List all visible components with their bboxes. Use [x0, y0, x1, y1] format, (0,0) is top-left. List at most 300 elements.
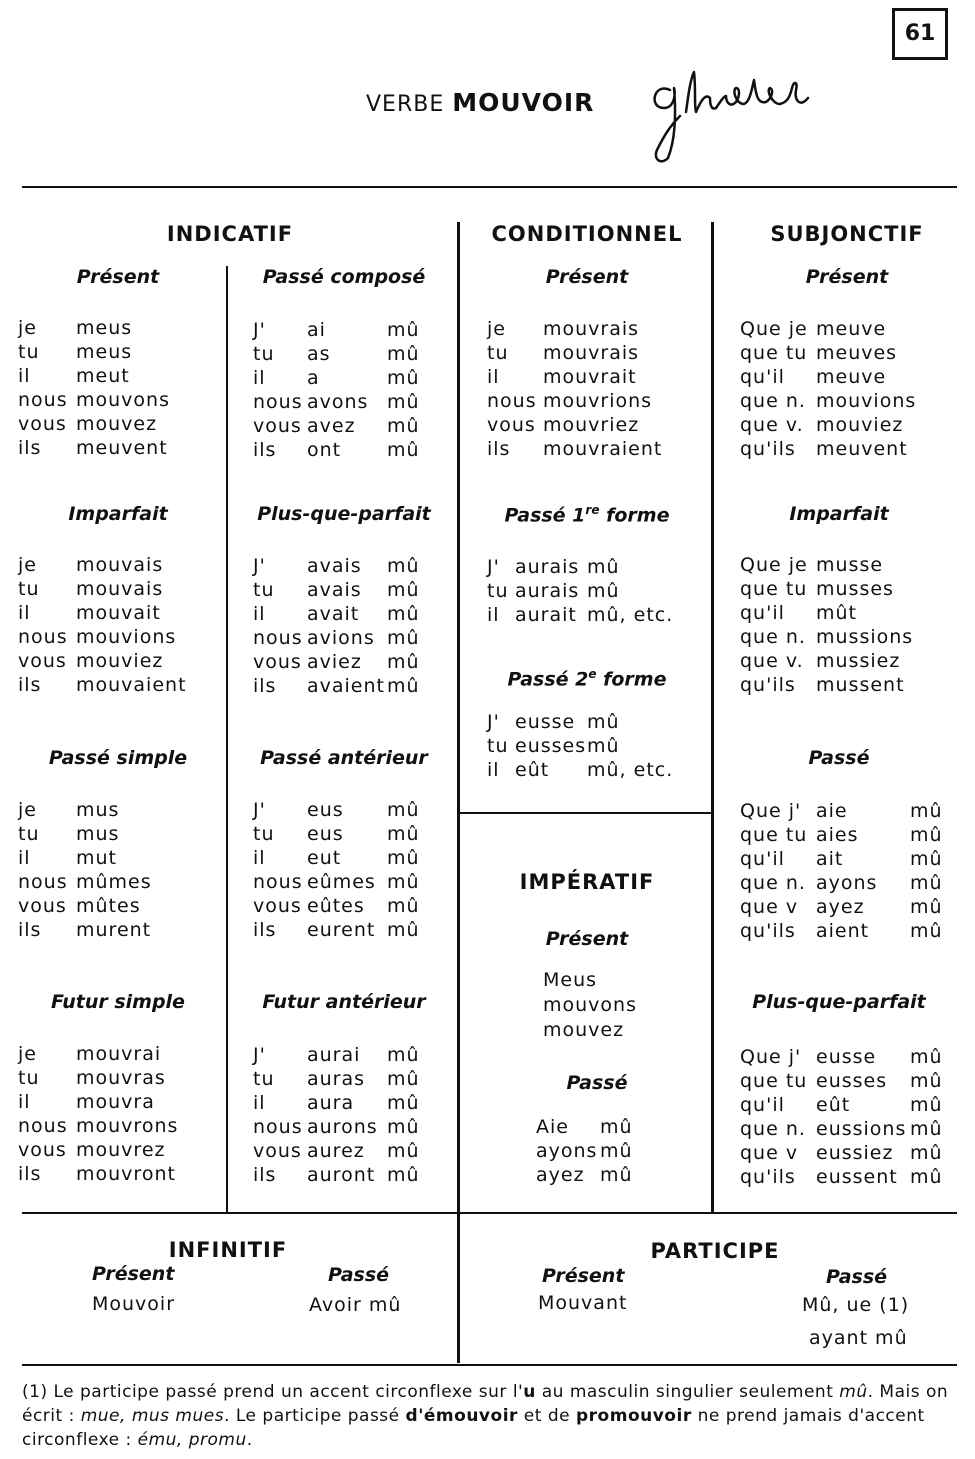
verb-form: eûtes: [307, 895, 365, 917]
pronoun: nous: [18, 871, 68, 893]
conjugation-row: [740, 673, 960, 697]
verb-form: mouvions: [816, 390, 917, 412]
pronoun: qu'il: [740, 848, 785, 870]
conjugation-row: [487, 437, 707, 461]
pronoun: il: [18, 365, 31, 387]
conjugation-row: [740, 553, 960, 577]
verb-form: mû: [910, 1166, 943, 1188]
verb-form: mouvrez: [76, 1139, 166, 1161]
verb-form: mouvront: [76, 1163, 176, 1185]
verb-form: avions: [307, 627, 375, 649]
verb-form: ayez: [816, 896, 865, 918]
verb-form: eût: [515, 759, 550, 781]
pronoun: Que je: [740, 554, 808, 576]
verb-form: mû: [600, 1116, 633, 1138]
conjugation-row: [740, 823, 960, 847]
conjugation-row: [253, 626, 473, 650]
pronoun: nous: [253, 391, 303, 413]
tense-label: Passé simple: [48, 747, 188, 769]
verb-form: mû: [387, 627, 420, 649]
tense-label-main: Passé 2: [507, 668, 589, 691]
pronoun: ils: [18, 437, 42, 459]
verb-form: aie: [816, 800, 848, 822]
conjugation-row: [18, 870, 238, 894]
conjugation-row: [740, 871, 960, 895]
conjugation-row: [18, 412, 238, 436]
pronoun: qu'il: [740, 1094, 785, 1116]
verb-form: mouvaient: [76, 674, 187, 696]
verb-form: avaient: [307, 675, 385, 697]
verb-form: ont: [307, 439, 342, 461]
conjugation-row: [487, 365, 707, 389]
pronoun: il: [253, 603, 266, 625]
pronoun: vous: [253, 895, 302, 917]
verb-form: eusses: [515, 735, 587, 757]
tense-label: Présent: [545, 928, 629, 950]
verb-form: aurai: [307, 1044, 361, 1066]
footnote-text: au masculin singulier seulement: [535, 1382, 840, 1402]
conjugation-row: [740, 389, 960, 413]
conjugation-row: [18, 673, 238, 697]
pronoun: que v: [740, 896, 799, 918]
tense-label-end: forme: [599, 504, 670, 527]
pronoun: que tu: [740, 342, 808, 364]
verb-form: avais: [307, 555, 362, 577]
page-number: 61: [892, 8, 948, 60]
verb-form: mouvrons: [76, 1115, 179, 1137]
title-prefix: VERBE: [366, 92, 445, 117]
pronoun: J': [487, 556, 500, 578]
verb-form: mûtes: [76, 895, 141, 917]
pronoun: ils: [253, 439, 277, 461]
pronoun: qu'il: [740, 602, 785, 624]
participe-heading: PARTICIPE: [650, 1239, 780, 1263]
pronoun: nous: [253, 1116, 303, 1138]
verb-form: mû: [910, 896, 943, 918]
verb-form: mû: [387, 579, 420, 601]
conjugation-row: [18, 1138, 238, 1162]
verb-form: mû: [387, 319, 420, 341]
conjugation-row: [740, 799, 960, 823]
verb-form: aurais: [515, 580, 580, 602]
verb-form: mû: [587, 735, 620, 757]
verb-form: mû: [387, 871, 420, 893]
verb-form: meus: [76, 317, 133, 339]
pronoun: que n.: [740, 390, 806, 412]
conjugation-row: [253, 650, 473, 674]
conjugation-row: [253, 414, 473, 438]
verb-form: mû: [910, 1118, 943, 1140]
verb-form: mû: [387, 799, 420, 821]
pronoun: qu'ils: [740, 1166, 796, 1188]
conjugation-row: [18, 388, 238, 412]
verb-form: aurons: [307, 1116, 378, 1138]
pronoun: qu'ils: [740, 674, 796, 696]
verb-form: mû: [387, 343, 420, 365]
verb-form: mouvrai: [76, 1043, 162, 1065]
tense-label: [462, 667, 712, 690]
verb-form: mû: [387, 919, 420, 941]
verb-form: eusse: [816, 1046, 877, 1068]
pronoun: ayons: [536, 1140, 598, 1162]
conjugation-row: [740, 1045, 960, 1069]
conjugation-row: [253, 1091, 473, 1115]
verb-form: mussions: [816, 626, 914, 648]
pronoun: tu: [18, 341, 40, 363]
verb-form: mussiez: [816, 650, 901, 672]
title-verb: MOUVOIR: [452, 88, 595, 117]
pronoun: que v: [740, 1142, 799, 1164]
footnote-text: ému, promu: [137, 1430, 247, 1450]
pronoun: tu: [487, 580, 509, 602]
conjugation-row: [740, 919, 960, 943]
conjugation-row: [253, 918, 473, 942]
conjugation-row: [740, 625, 960, 649]
pronoun: que v.: [740, 650, 804, 672]
verb-form: mû: [387, 847, 420, 869]
verb-form: eussiez: [816, 1142, 894, 1164]
verb-form: avais: [307, 579, 362, 601]
pronoun: J': [253, 1044, 266, 1066]
conjugation-row: [740, 895, 960, 919]
verb-form: eut: [307, 847, 342, 869]
pronoun: J': [253, 555, 266, 577]
verb-form: mouvais: [76, 578, 164, 600]
conjugation-row: [253, 1163, 473, 1187]
verb-form: a: [307, 367, 320, 389]
verb-form: mû: [587, 580, 620, 602]
page-title: [366, 88, 594, 117]
pronoun: ils: [253, 919, 277, 941]
verb-form: mouvrais: [543, 342, 640, 364]
pronoun: Que j': [740, 800, 802, 822]
conjugation-row: [487, 317, 707, 341]
conjugation-row: [543, 993, 763, 1017]
verb-form: ai: [307, 319, 326, 341]
pronoun: ils: [253, 675, 277, 697]
pronoun: Que je: [740, 318, 808, 340]
tense-label: Passé composé: [262, 266, 426, 288]
conjugation-row: [740, 1141, 960, 1165]
verb-form: mouvraient: [543, 438, 663, 460]
verb-form: mû: [910, 848, 943, 870]
verb-form: auront: [307, 1164, 376, 1186]
verb-form: mû: [387, 415, 420, 437]
verb-form: eussent: [816, 1166, 898, 1188]
conjugation-row: [740, 649, 960, 673]
verb-form: mû: [387, 1116, 420, 1138]
conjugation-row: [253, 1043, 473, 1067]
verb-form: mussent: [816, 674, 905, 696]
participe-present-value: Mouvant: [538, 1292, 628, 1314]
verb-form: mû: [910, 1046, 943, 1068]
tense-label: Futur antérieur: [262, 991, 426, 1013]
pronoun: Aie: [536, 1116, 569, 1138]
pronoun: nous: [253, 871, 303, 893]
conjugation-row: [253, 366, 473, 390]
tense-label: [462, 503, 712, 526]
pronoun: que tu: [740, 1070, 808, 1092]
verb-form: aient: [816, 920, 870, 942]
divider-conditionnel-imperatif: [459, 812, 713, 814]
verb-form: meus: [76, 341, 133, 363]
verb-form: mouvrait: [543, 366, 637, 388]
conjugation-row: [18, 1090, 238, 1114]
pronoun: tu: [18, 1067, 40, 1089]
top-divider: [22, 186, 957, 188]
conjugation-row: [740, 1069, 960, 1093]
conjugation-row: [740, 601, 960, 625]
pronoun: il: [487, 604, 500, 626]
conjugation-row: [253, 342, 473, 366]
pronoun: Que j': [740, 1046, 802, 1068]
conjugation-row: [253, 1115, 473, 1139]
divider-conditionnel-subjonctif: [711, 222, 714, 1213]
pronoun: je: [18, 317, 37, 339]
conjugation-row: [740, 1117, 960, 1141]
verb-form: murent: [76, 919, 152, 941]
verb-form: mû: [387, 391, 420, 413]
conjugation-row: [18, 798, 238, 822]
pronoun: ils: [487, 438, 511, 460]
verb-form: mouvait: [76, 602, 161, 624]
verb-form: auras: [307, 1068, 366, 1090]
verb-form: mus: [76, 823, 120, 845]
pronoun: tu: [18, 823, 40, 845]
pronoun: tu: [487, 735, 509, 757]
verb-form: mû: [387, 1044, 420, 1066]
verb-form: mouvras: [76, 1067, 166, 1089]
conjugation-row: [487, 341, 707, 365]
conjugation-row: [253, 870, 473, 894]
conjugation-row: [253, 390, 473, 414]
conjugation-row: [487, 579, 707, 603]
verb-form: mouvez: [543, 1019, 625, 1041]
pronoun: que n.: [740, 626, 806, 648]
verb-form: mû: [910, 800, 943, 822]
verb-form: mouvrais: [543, 318, 640, 340]
pronoun: vous: [18, 1139, 67, 1161]
tense-label-sup: e: [588, 667, 597, 681]
conjugation-row: [253, 438, 473, 462]
verb-form: aies: [816, 824, 859, 846]
participe-passe-value: Mû, ue (1): [802, 1294, 910, 1316]
verb-form: mû: [387, 895, 420, 917]
pronoun: tu: [253, 1068, 275, 1090]
pronoun: il: [18, 847, 31, 869]
tense-label: Présent: [545, 266, 629, 288]
conjugation-row: [253, 674, 473, 698]
pronoun: que tu: [740, 578, 808, 600]
conjugation-row: [18, 1066, 238, 1090]
conjugation-row: [253, 318, 473, 342]
verb-form: mouvriez: [543, 414, 640, 436]
pronoun: tu: [253, 823, 275, 845]
infinitif-heading: INFINITIF: [168, 1238, 288, 1262]
handwritten-signature: [640, 68, 815, 168]
verb-form: mû: [910, 1070, 943, 1092]
subjonctif-heading: SUBJONCTIF: [770, 222, 924, 246]
pronoun: vous: [18, 650, 67, 672]
verb-form: mû: [387, 1068, 420, 1090]
verb-form: meuve: [816, 366, 887, 388]
verb-form: eus: [307, 799, 344, 821]
verb-form: mouvrions: [543, 390, 653, 412]
verb-form: mouvions: [76, 626, 177, 648]
pronoun: qu'ils: [740, 920, 796, 942]
conjugation-row: [536, 1115, 756, 1139]
participe-passe-value-2: ayant mû: [809, 1327, 908, 1349]
pronoun: il: [18, 1091, 31, 1113]
conjugation-row: [253, 822, 473, 846]
conjugation-row: [740, 413, 960, 437]
verb-form: mû: [387, 823, 420, 845]
verb-form: aura: [307, 1092, 355, 1114]
pronoun: tu: [253, 343, 275, 365]
conjugation-row: [740, 847, 960, 871]
conjugation-row: [740, 1093, 960, 1117]
conjugation-row: [18, 436, 238, 460]
verb-form: mû: [910, 872, 943, 894]
pronoun: je: [18, 1043, 37, 1065]
conjugation-row: [487, 413, 707, 437]
conjugation-row: [18, 1162, 238, 1186]
tense-label-end: forme: [596, 668, 667, 691]
pronoun: vous: [487, 414, 536, 436]
tense-label: Plus-que-parfait: [257, 503, 431, 525]
pronoun: nous: [487, 390, 537, 412]
verb-form: eût: [816, 1094, 851, 1116]
conjugation-row: [18, 918, 238, 942]
footnote-text: u: [523, 1382, 536, 1402]
conjugation-row: [253, 1139, 473, 1163]
pronoun: nous: [18, 389, 68, 411]
pronoun: tu: [253, 579, 275, 601]
pronoun: il: [18, 602, 31, 624]
verb-form: eus: [307, 823, 344, 845]
footnote-text: promouvoir: [576, 1406, 692, 1426]
footnote-text: et de: [517, 1406, 576, 1426]
footnote-text: d'émouvoir: [405, 1406, 518, 1426]
conjugation-row: [487, 603, 707, 627]
imperatif-heading: IMPÉRATIF: [519, 870, 655, 894]
conjugation-row: [18, 601, 238, 625]
footnote-text: ne prend jamais d'accent circonflexe :: [22, 1406, 925, 1450]
footnote-text: mue, mus mues: [80, 1406, 225, 1426]
divider-bottom-section: [22, 1212, 957, 1214]
footnote-text: . Le participe passé: [224, 1406, 406, 1426]
indicatif-heading: INDICATIF: [166, 222, 294, 246]
conjugation-row: [18, 625, 238, 649]
verb-form: ait: [816, 848, 844, 870]
conjugation-row: [740, 437, 960, 461]
verb-form: mouvais: [76, 554, 164, 576]
conjugation-row: [18, 822, 238, 846]
conjugation-row: [253, 846, 473, 870]
verb-form: mû: [387, 439, 420, 461]
verb-form: aurais: [515, 556, 580, 578]
verb-form: eusses: [816, 1070, 888, 1092]
conjugation-row: [18, 553, 238, 577]
pronoun: ayez: [536, 1164, 585, 1186]
verb-form: eussions: [816, 1118, 907, 1140]
verb-form: mû, etc.: [587, 604, 674, 626]
pronoun: ils: [253, 1164, 277, 1186]
verb-form: ayons: [816, 872, 878, 894]
verb-form: meuve: [816, 318, 887, 340]
pronoun: il: [487, 759, 500, 781]
verb-form: mû: [587, 556, 620, 578]
verb-form: mû: [910, 1094, 943, 1116]
infinitif-passe-label: Passé: [328, 1264, 390, 1286]
conjugation-row: [740, 317, 960, 341]
verb-form: mû: [387, 1164, 420, 1186]
verb-form: eûmes: [307, 871, 376, 893]
footnote-text: .: [246, 1430, 253, 1450]
pronoun: vous: [253, 1140, 302, 1162]
participe-passe-label: Passé: [826, 1266, 888, 1288]
verb-form: mouvra: [76, 1091, 155, 1113]
conjugation-row: [740, 1165, 960, 1189]
verb-form: mû: [387, 651, 420, 673]
pronoun: que tu: [740, 824, 808, 846]
tense-label: Plus-que-parfait: [752, 991, 926, 1013]
verb-form: mût: [816, 602, 857, 624]
verb-form: mû: [600, 1140, 633, 1162]
verb-form: mut: [76, 847, 117, 869]
verb-form: aviez: [307, 651, 362, 673]
tense-label: Passé antérieur: [260, 747, 428, 769]
verb-form: avons: [307, 391, 369, 413]
conjugation-row: [253, 602, 473, 626]
verb-form: as: [307, 343, 331, 365]
conjugation-row: [487, 710, 707, 734]
pronoun: ils: [18, 919, 42, 941]
verb-form: avez: [307, 415, 356, 437]
pronoun: il: [253, 367, 266, 389]
conditionnel-heading: CONDITIONNEL: [491, 222, 683, 246]
pronoun: ils: [18, 674, 42, 696]
conjugation-row: [18, 364, 238, 388]
pronoun: nous: [253, 627, 303, 649]
verb-form: mouvons: [543, 994, 637, 1016]
infinitif-present-label: Présent: [92, 1263, 175, 1285]
verb-form: musse: [816, 554, 884, 576]
footnote: [22, 1380, 957, 1452]
tense-label: Futur simple: [51, 991, 185, 1013]
verb-form: mû: [387, 555, 420, 577]
divider-footnote: [22, 1364, 957, 1366]
pronoun: vous: [253, 651, 302, 673]
footnote-text: mû: [839, 1382, 868, 1402]
pronoun: je: [18, 799, 37, 821]
verb-form: mouvons: [76, 389, 170, 411]
verb-form: mû: [910, 920, 943, 942]
infinitif-passe-value: Avoir mû: [309, 1294, 402, 1316]
pronoun: J': [253, 319, 266, 341]
tense-label: Présent: [805, 266, 889, 288]
conjugation-row: [18, 1114, 238, 1138]
conjugation-row: [543, 968, 763, 992]
verb-form: meuvent: [76, 437, 168, 459]
pronoun: je: [18, 554, 37, 576]
conjugation-row: [487, 555, 707, 579]
conjugation-row: [253, 1067, 473, 1091]
verb-form: eurent: [307, 919, 376, 941]
tense-label: Imparfait: [789, 503, 889, 525]
conjugation-row: [18, 846, 238, 870]
pronoun: ils: [18, 1163, 42, 1185]
